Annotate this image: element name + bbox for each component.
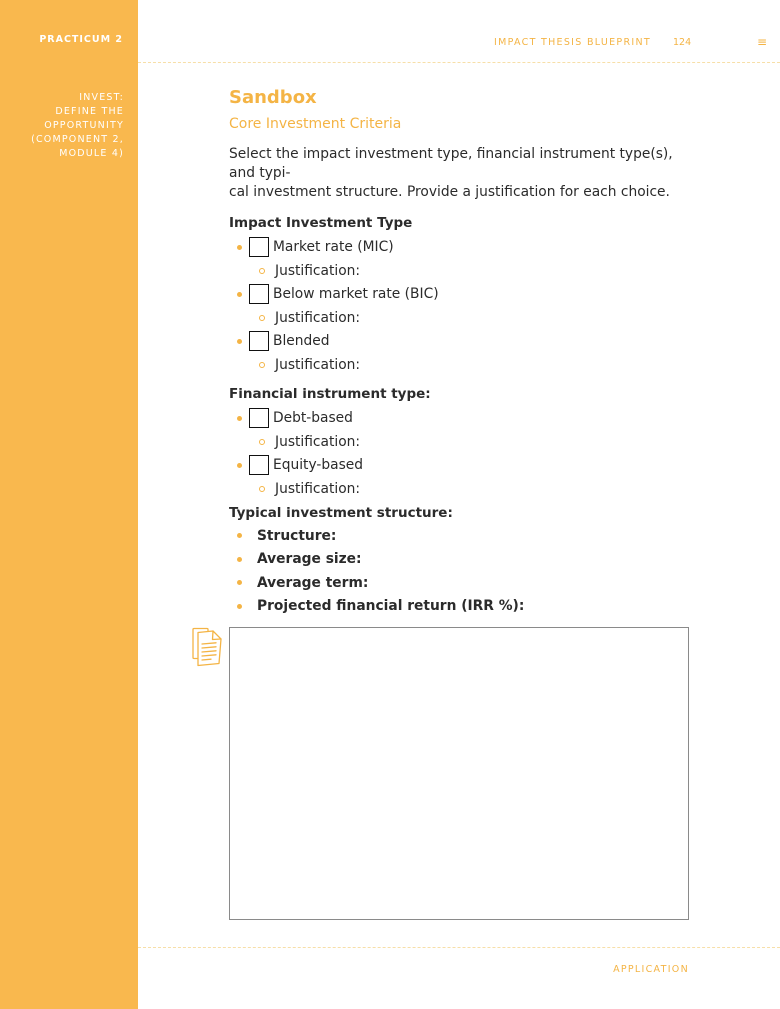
menu-icon[interactable]: ≡	[757, 35, 768, 49]
option-below-market-rate	[229, 282, 699, 306]
document-title: IMPACT THESIS BLUEPRINT	[494, 37, 651, 48]
footer-divider	[138, 947, 780, 948]
section-label-line: INVEST:	[79, 92, 124, 103]
instrument-type-list	[229, 406, 699, 500]
instructions	[229, 145, 699, 202]
bullet-dot	[237, 245, 242, 250]
blended-checkbox[interactable]	[249, 331, 269, 351]
option-debt-based	[229, 406, 699, 430]
instrument-type-title: Financial instrument type:	[229, 386, 431, 402]
option-blended	[229, 329, 699, 353]
bullet-dot	[237, 292, 242, 297]
market-rate-checkbox[interactable]	[249, 237, 269, 257]
option-label: Market rate (MIC)	[273, 239, 394, 255]
structure-list	[229, 524, 699, 618]
bullet-dot	[237, 463, 242, 468]
page-number: 124	[673, 37, 692, 48]
justification-item	[229, 353, 699, 376]
main-content	[229, 86, 699, 618]
option-equity-based	[229, 453, 699, 477]
average-size-item	[229, 548, 699, 572]
option-label: Equity-based	[273, 457, 364, 473]
bullet-dot	[237, 533, 242, 538]
header-divider	[138, 62, 780, 63]
justification-label: Justification:	[275, 356, 361, 373]
justification-item	[229, 430, 699, 453]
justification-label: Justification:	[275, 433, 361, 450]
section-label-line: MODULE 4)	[59, 148, 124, 159]
irr-item	[229, 595, 699, 619]
option-label: Below market rate (BIC)	[273, 286, 439, 302]
answer-textarea[interactable]	[229, 627, 689, 920]
practicum-label: PRACTICUM 2	[39, 34, 123, 45]
structure-title: Typical investment structure:	[229, 505, 453, 521]
bullet-dot	[237, 580, 242, 585]
section-label	[31, 91, 124, 161]
notes-document-icon	[191, 627, 223, 667]
structure-item-label: Structure:	[257, 527, 337, 544]
justification-item	[229, 306, 699, 329]
bullet-dot	[237, 339, 242, 344]
average-term-item	[229, 571, 699, 595]
option-market-rate	[229, 235, 699, 259]
bullet-dot	[237, 604, 242, 609]
section-label-line: OPPORTUNITY	[44, 120, 124, 131]
instructions-line: cal investment structure. Provide a justification for each choice.	[229, 184, 670, 200]
option-label: Blended	[273, 333, 330, 349]
equity-based-checkbox[interactable]	[249, 455, 269, 475]
sub-bullet-ring	[259, 268, 265, 274]
below-market-rate-checkbox[interactable]	[249, 284, 269, 304]
sidebar	[0, 0, 138, 1009]
impact-type-list	[229, 235, 699, 376]
structure-item	[229, 524, 699, 548]
instructions-line: Select the impact investment type, financial instrument type(s), and typi-	[229, 146, 673, 181]
debt-based-checkbox[interactable]	[249, 408, 269, 428]
footer-label: APPLICATION	[613, 964, 689, 975]
sub-bullet-ring	[259, 439, 265, 445]
justification-label: Justification:	[275, 262, 361, 279]
justification-item	[229, 259, 699, 282]
average-term-label: Average term:	[257, 574, 369, 591]
page-title: Sandbox	[229, 87, 317, 108]
section-label-line: (COMPONENT 2,	[31, 134, 124, 145]
sub-bullet-ring	[259, 315, 265, 321]
sub-bullet-ring	[259, 362, 265, 368]
irr-label: Projected financial return (IRR %):	[257, 598, 525, 615]
bullet-dot	[237, 416, 242, 421]
impact-type-title: Impact Investment Type	[229, 215, 413, 231]
justification-label: Justification:	[275, 480, 361, 497]
page-subtitle: Core Investment Criteria	[229, 116, 402, 132]
option-label: Debt-based	[273, 410, 353, 426]
average-size-label: Average size:	[257, 551, 362, 568]
justification-label: Justification:	[275, 309, 361, 326]
sub-bullet-ring	[259, 486, 265, 492]
section-label-line: DEFINE THE	[55, 106, 124, 117]
justification-item	[229, 477, 699, 500]
bullet-dot	[237, 557, 242, 562]
